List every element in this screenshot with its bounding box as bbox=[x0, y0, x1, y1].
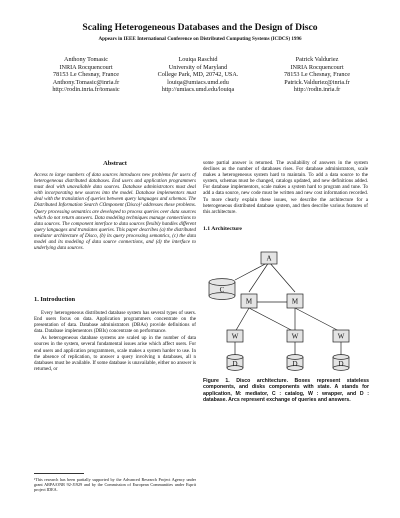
arc bbox=[235, 308, 249, 332]
abstract-text: Access to large numbers of data sources introduces new problems for users of heterogeneous distributed databases. End users and application programmers must deal with unavailable data sources. Database administrators must deal with incorporating new sources into the model. Database implementors must deal with the translation of queries between query languages and schemas. The Distributed Information Search COmponent (Disco)¹ addresses these problems. Query processing semantics are developed to process queries over data sources which do not return answers. Data modeling techniques manage connections to data sources. The component interface to data sources flexibly handles different query languages and translates queries. This paper describes (a) the distributed mediator architecture of Disco, (b) its query processing semantics, (c) the data model and its modeling of data source connections, and (d) the interface to underlying data sources. bbox=[34, 172, 196, 252]
intro-paragraph: Every heterogeneous distributed database system has several types of users. End users focus on data. Application programmers concentrate on the presentation of data. Database administrators (DBAs) provide definitions of data. Database implementors (DBIs) concentrate on performance. bbox=[34, 310, 196, 335]
section-heading: 1.1 Architecture bbox=[203, 226, 242, 232]
arc bbox=[295, 308, 341, 332]
arc bbox=[269, 262, 295, 292]
abstract-heading: Abstract bbox=[103, 160, 127, 167]
node-label: D bbox=[232, 360, 238, 368]
author-institution: INRIA Rocquencourt bbox=[59, 63, 113, 71]
node-label: W bbox=[337, 332, 345, 341]
author-url: http://rodin.inria.fr bbox=[293, 86, 341, 94]
author-institution: University of Maryland bbox=[168, 63, 228, 71]
node-label: C bbox=[219, 286, 225, 294]
node-label: A bbox=[266, 254, 272, 263]
node-label: D bbox=[292, 360, 298, 368]
author-email: Patrick.Valduriez@inria.fr bbox=[284, 78, 350, 86]
author-name: Patrick Valduriez bbox=[295, 56, 339, 63]
intro-paragraph: As heterogeneous database systems are scaled up in the number of data sources in the system, several fundamental issues arise which affect users. For end users and application programmers, scale makes a system harder to use. In the absence of replication, to answer a query involving n databases, all n databases must be available. If some database is unavailable, either no answer is returned, or bbox=[34, 335, 197, 372]
right-column-text: some partial answer is returned. The availability of answers in the system declines as the number of databases rises. For database administrators, scale makes a heterogeneous system hard to maintain. To add a data source to the system, schemas must be changed, catalogs updated, and new definitions added. For database implementors, scale makes a system hard to program and tune. To add a data source, new code must be written and new cost information recorded. To more clearly explain these issues, we describe the architecture for a heterogeneous distributed database system, and then describe various features of this architecture. bbox=[203, 160, 368, 215]
node-label: M bbox=[245, 297, 253, 306]
author-address: 78153 Le Chesnay, France bbox=[53, 71, 119, 79]
author-institution: INRIA Rocquencourt bbox=[290, 63, 344, 71]
author-url: http://umiacs.umd.edu/louiqa bbox=[161, 86, 235, 94]
footnote: ¹This research has been partially supported by the Advanced Research Project Agency under grant ARPA/ONR 92-J1929 and by the Commission of European Communities under Esprit project IDEA. bbox=[34, 477, 196, 492]
footnote-divider bbox=[34, 473, 84, 474]
intro-heading: 1. Introduction bbox=[34, 296, 76, 303]
architecture-diagram bbox=[205, 246, 373, 374]
paper-venue: Appears in IEEE International Conference on Distributed Computing Systems (ICDCS) 1996 bbox=[98, 36, 302, 42]
author-name: Louiqa Raschid bbox=[178, 56, 218, 63]
arc bbox=[235, 262, 269, 280]
author-block bbox=[133, 56, 263, 94]
author-block bbox=[252, 56, 382, 94]
author-name: Anthony Tomasic bbox=[64, 56, 108, 63]
node-label: D bbox=[338, 360, 344, 368]
author-email: louiqa@umiacs.umd.edu bbox=[167, 78, 229, 86]
arc bbox=[249, 262, 269, 292]
author-email: Anthony.Tomasic@inria.fr bbox=[52, 78, 120, 86]
author-address: 78153 Le Chesnay, France bbox=[284, 71, 350, 79]
author-url: http://rodin.inria.fr/tomasic bbox=[52, 86, 120, 94]
author-address: College Park, MD, 20742, USA. bbox=[157, 71, 239, 79]
figure-caption: Figure 1. Disco architecture. Boxes represent stateless components, and disks components with state. A stands for application, M: mediator, C : catalog, W : wrapper, and D : database. Arcs represent exchange of queries and answers. bbox=[203, 378, 369, 403]
paper-title: Scaling Heterogeneous Databases and the Design of Disco bbox=[82, 22, 318, 33]
author-block bbox=[21, 56, 151, 94]
intro-body bbox=[34, 310, 196, 373]
node-label: W bbox=[231, 332, 239, 341]
arc bbox=[249, 308, 295, 332]
node-label: W bbox=[291, 332, 299, 341]
node-label: M bbox=[291, 297, 299, 306]
